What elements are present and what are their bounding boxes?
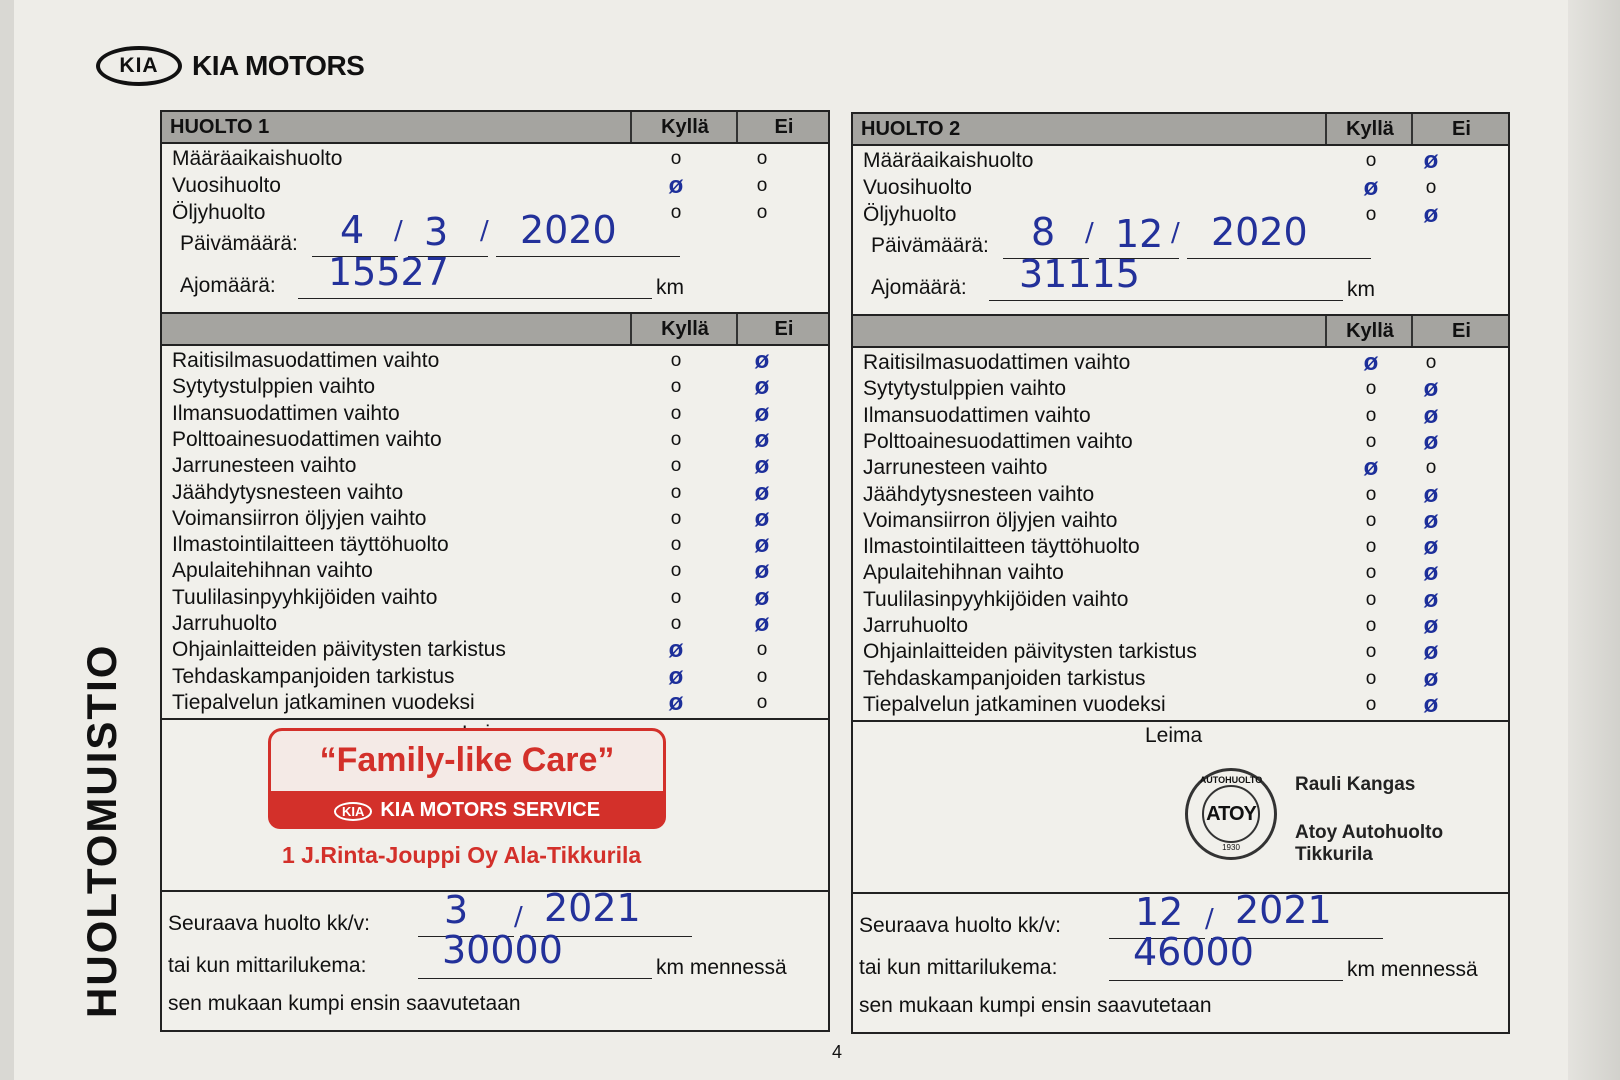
yes-checkbox[interactable]: o: [670, 586, 682, 608]
stamp-location: Tikkurila: [1295, 844, 1373, 865]
column-no: Ei: [1411, 316, 1510, 346]
no-checkbox[interactable]: ø: [1423, 690, 1439, 718]
no-checkbox[interactable]: ø: [1423, 480, 1439, 508]
task-label: Raitisilmasuodattimen vaihto: [172, 349, 440, 372]
no-checkbox[interactable]: ø: [1423, 612, 1439, 639]
no-checkbox[interactable]: ø: [754, 373, 770, 401]
mileage-label: Ajomäärä:: [180, 274, 276, 297]
service-type-label: Määräaikaishuolto: [172, 147, 343, 170]
yes-checkbox[interactable]: o: [1365, 509, 1377, 531]
task-label: Polttoainesuodattimen vaihto: [172, 427, 442, 451]
stamp-slogan: “Family-like Care”: [319, 741, 615, 779]
yes-checkbox[interactable]: o: [670, 402, 682, 424]
task-label: Tuulilasinpyyhkijöiden vaihto: [863, 587, 1129, 611]
yes-checkbox[interactable]: ø: [1363, 174, 1379, 201]
task-label: Jarrunesteen vaihto: [172, 454, 357, 478]
column-no: Ei: [736, 314, 830, 344]
date-month: 12: [1115, 212, 1164, 256]
no-checkbox[interactable]: o: [756, 148, 768, 169]
brand-name: KIA MOTORS: [192, 50, 365, 81]
task-label: Tiepalvelun jatkaminen vuodeksi: [863, 692, 1166, 716]
mileage-value: 31115: [1019, 252, 1140, 296]
yes-checkbox[interactable]: o: [670, 148, 682, 169]
odometer-line: [1109, 980, 1343, 981]
date-line: [496, 256, 680, 257]
column-yes: Kyllä: [1325, 316, 1413, 346]
km-unit: km: [1347, 278, 1375, 301]
service-type-label: Vuosihuolto: [863, 176, 972, 199]
no-checkbox[interactable]: ø: [754, 399, 770, 427]
service-header: [853, 114, 1508, 146]
next-month: 3: [444, 888, 469, 932]
yes-checkbox[interactable]: o: [670, 202, 682, 223]
tasks-header: [853, 316, 1508, 348]
date-separator: /: [514, 902, 523, 932]
no-checkbox[interactable]: ø: [754, 452, 770, 480]
yes-checkbox[interactable]: o: [1365, 615, 1377, 636]
no-checkbox[interactable]: ø: [1423, 147, 1439, 174]
whichever-first-note: sen mukaan kumpi ensin saavutetaan: [168, 992, 521, 1015]
task-label: Tiepalvelun jatkaminen vuodeksi: [172, 690, 475, 714]
yes-checkbox[interactable]: o: [670, 455, 682, 477]
service-header: [162, 112, 828, 144]
yes-checkbox[interactable]: o: [1365, 430, 1377, 452]
yes-checkbox[interactable]: ø: [668, 172, 684, 199]
yes-checkbox[interactable]: o: [670, 560, 682, 582]
task-label: Jäähdytysnesteen vaihto: [172, 480, 404, 504]
no-checkbox[interactable]: o: [756, 175, 768, 196]
date-day: 4: [340, 208, 365, 252]
kia-logo: KIA: [96, 46, 182, 86]
no-checkbox[interactable]: ø: [754, 425, 770, 453]
seal-mid-text: ATOY: [1206, 803, 1256, 825]
yes-checkbox[interactable]: o: [1365, 641, 1377, 663]
yes-checkbox[interactable]: o: [1365, 483, 1377, 505]
service-title: HUOLTO 1: [170, 116, 270, 138]
no-checkbox[interactable]: ø: [754, 504, 770, 532]
column-yes: Kyllä: [630, 314, 738, 344]
yes-checkbox[interactable]: o: [670, 613, 682, 634]
km-by-label: km mennessä: [656, 956, 787, 979]
date-separator: /: [1085, 218, 1094, 248]
next-km: 30000: [442, 928, 563, 972]
yes-checkbox[interactable]: o: [670, 376, 682, 398]
stamp-band: [268, 791, 666, 829]
seal-top-text: AUTOHUOLTO: [1199, 775, 1263, 785]
date-day: 8: [1031, 210, 1056, 254]
yes-checkbox[interactable]: o: [1365, 404, 1377, 426]
column-yes: Kyllä: [630, 112, 738, 142]
no-checkbox[interactable]: ø: [754, 478, 770, 506]
mileage-line: [989, 300, 1343, 301]
no-checkbox[interactable]: o: [1425, 457, 1437, 479]
no-checkbox[interactable]: ø: [1423, 401, 1439, 429]
kia-brand: [96, 46, 364, 86]
kia-logo: KIA: [334, 802, 372, 821]
stamp-dealer: 1 J.Rinta-Jouppi Oy Ala-Tikkurila: [282, 842, 642, 868]
yes-checkbox[interactable]: o: [1365, 667, 1377, 689]
no-checkbox[interactable]: o: [756, 639, 768, 661]
column-yes: Kyllä: [1325, 114, 1413, 144]
no-checkbox[interactable]: ø: [1423, 585, 1439, 613]
task-label: Sytytystulppien vaihto: [172, 375, 376, 399]
mileage-value: 15527: [328, 250, 449, 294]
date-separator: /: [394, 216, 403, 246]
next-month: 12: [1135, 890, 1184, 934]
date-year: 2020: [520, 208, 617, 252]
dealer-stamp: [268, 728, 666, 826]
task-label: Ilmansuodattimen vaihto: [863, 403, 1091, 427]
task-label: Apulaitehihnan vaihto: [172, 559, 373, 583]
task-label: Ilmastointilaitteen täyttöhuolto: [172, 533, 449, 557]
service-type-label: Vuosihuolto: [172, 174, 281, 197]
no-checkbox[interactable]: o: [756, 665, 768, 687]
no-checkbox[interactable]: ø: [1423, 427, 1439, 455]
yes-checkbox[interactable]: o: [1365, 562, 1377, 584]
mileage-line: [298, 298, 652, 299]
no-checkbox[interactable]: ø: [1423, 375, 1439, 403]
next-year: 2021: [544, 886, 641, 930]
date-separator: /: [1171, 218, 1180, 248]
task-label: Tehdaskampanjoiden tarkistus: [863, 666, 1146, 690]
side-title: HUOLTOMUISTIO: [78, 643, 125, 1018]
no-checkbox[interactable]: o: [756, 202, 768, 223]
seal-bottom-text: 1930: [1222, 843, 1240, 852]
no-checkbox[interactable]: o: [1425, 352, 1437, 373]
no-checkbox[interactable]: o: [1425, 177, 1437, 198]
yes-checkbox[interactable]: o: [1365, 378, 1377, 400]
yes-checkbox[interactable]: ø: [1363, 454, 1379, 482]
yes-checkbox[interactable]: o: [1365, 536, 1377, 558]
atoy-seal: [1185, 768, 1277, 860]
yes-checkbox[interactable]: o: [1365, 204, 1377, 225]
stamp-band-text: KIA MOTORS SERVICE: [380, 799, 601, 821]
yes-checkbox[interactable]: o: [670, 350, 682, 371]
yes-checkbox[interactable]: o: [670, 534, 682, 556]
section-divider: [853, 720, 1508, 722]
task-label: Polttoainesuodattimen vaihto: [863, 429, 1133, 453]
whichever-first-note: sen mukaan kumpi ensin saavutetaan: [859, 994, 1212, 1017]
next-year: 2021: [1235, 888, 1332, 932]
date-year: 2020: [1211, 210, 1308, 254]
yes-checkbox[interactable]: ø: [668, 662, 684, 690]
no-checkbox[interactable]: ø: [1423, 506, 1439, 534]
date-line: [1187, 258, 1371, 259]
no-checkbox[interactable]: ø: [754, 610, 770, 637]
yes-checkbox[interactable]: o: [670, 481, 682, 503]
task-label: Jäähdytysnesteen vaihto: [863, 482, 1095, 506]
task-label: Sytytystulppien vaihto: [863, 377, 1067, 401]
service-type-label: Määräaikaishuolto: [863, 149, 1034, 172]
task-label: Ohjainlaitteiden päivitysten tarkistus: [863, 640, 1197, 664]
no-checkbox[interactable]: o: [756, 691, 768, 713]
next-service-label: Seuraava huolto kk/v:: [859, 914, 1061, 937]
yes-checkbox[interactable]: ø: [1363, 349, 1379, 376]
tasks-header: [162, 314, 828, 346]
odometer-label: tai kun mittarilukema:: [859, 956, 1058, 979]
no-checkbox[interactable]: ø: [1423, 533, 1439, 561]
task-label: Ilmansuodattimen vaihto: [172, 401, 400, 425]
task-label: Voimansiirron öljyjen vaihto: [172, 506, 427, 530]
no-checkbox[interactable]: ø: [754, 557, 770, 585]
task-label: Jarruhuolto: [863, 614, 969, 637]
mileage-label: Ajomäärä:: [871, 276, 967, 299]
yes-checkbox[interactable]: ø: [668, 688, 684, 716]
service-type-label: Öljyhuolto: [863, 203, 957, 226]
next-service-label: Seuraava huolto kk/v:: [168, 912, 370, 935]
service-card-2: [851, 112, 1510, 1034]
service-type-label: Öljyhuolto: [172, 201, 266, 224]
task-label: Raitisilmasuodattimen vaihto: [863, 351, 1131, 374]
task-label: Apulaitehihnan vaihto: [863, 561, 1064, 585]
stamp-person: Rauli Kangas: [1295, 774, 1416, 795]
page-number: 4: [832, 1042, 843, 1062]
date-month: 3: [424, 210, 449, 254]
no-checkbox[interactable]: ø: [1423, 201, 1439, 228]
yes-checkbox[interactable]: o: [1365, 588, 1377, 610]
yes-checkbox[interactable]: o: [670, 428, 682, 450]
no-checkbox[interactable]: ø: [1423, 664, 1439, 692]
section-divider: [162, 718, 828, 720]
stamp-label: Leima: [1145, 724, 1203, 747]
task-label: Ohjainlaitteiden päivitysten tarkistus: [172, 638, 506, 662]
stamp-company: Atoy Autohuolto: [1295, 822, 1444, 843]
section-divider: [162, 890, 828, 892]
next-km: 46000: [1133, 930, 1254, 974]
task-label: Tehdaskampanjoiden tarkistus: [172, 664, 455, 688]
yes-checkbox[interactable]: ø: [668, 636, 684, 664]
odometer-line: [418, 978, 652, 979]
date-separator: /: [1205, 904, 1214, 934]
km-unit: km: [656, 276, 684, 299]
service-card-1: [160, 110, 830, 1032]
task-label: Voimansiirron öljyjen vaihto: [863, 508, 1118, 532]
task-label: Tuulilasinpyyhkijöiden vaihto: [172, 585, 438, 609]
column-no: Ei: [736, 112, 830, 142]
date-label: Päivämäärä:: [180, 232, 298, 255]
no-checkbox[interactable]: ø: [754, 347, 770, 374]
no-checkbox[interactable]: ø: [1423, 638, 1439, 666]
no-checkbox[interactable]: ø: [754, 583, 770, 611]
task-label: Jarrunesteen vaihto: [863, 456, 1048, 480]
column-no: Ei: [1411, 114, 1510, 144]
task-label: Ilmastointilaitteen täyttöhuolto: [863, 535, 1140, 559]
no-checkbox[interactable]: ø: [754, 531, 770, 559]
yes-checkbox[interactable]: o: [1365, 693, 1377, 715]
date-separator: /: [480, 216, 489, 246]
no-checkbox[interactable]: ø: [1423, 559, 1439, 587]
task-label: Jarruhuolto: [172, 612, 278, 635]
odometer-label: tai kun mittarilukema:: [168, 954, 367, 977]
yes-checkbox[interactable]: o: [670, 507, 682, 529]
yes-checkbox[interactable]: o: [1365, 150, 1377, 171]
km-by-label: km mennessä: [1347, 958, 1478, 981]
service-title: HUOLTO 2: [861, 118, 961, 140]
page-edge-shadow: [1568, 0, 1620, 1080]
date-label: Päivämäärä:: [871, 234, 989, 257]
